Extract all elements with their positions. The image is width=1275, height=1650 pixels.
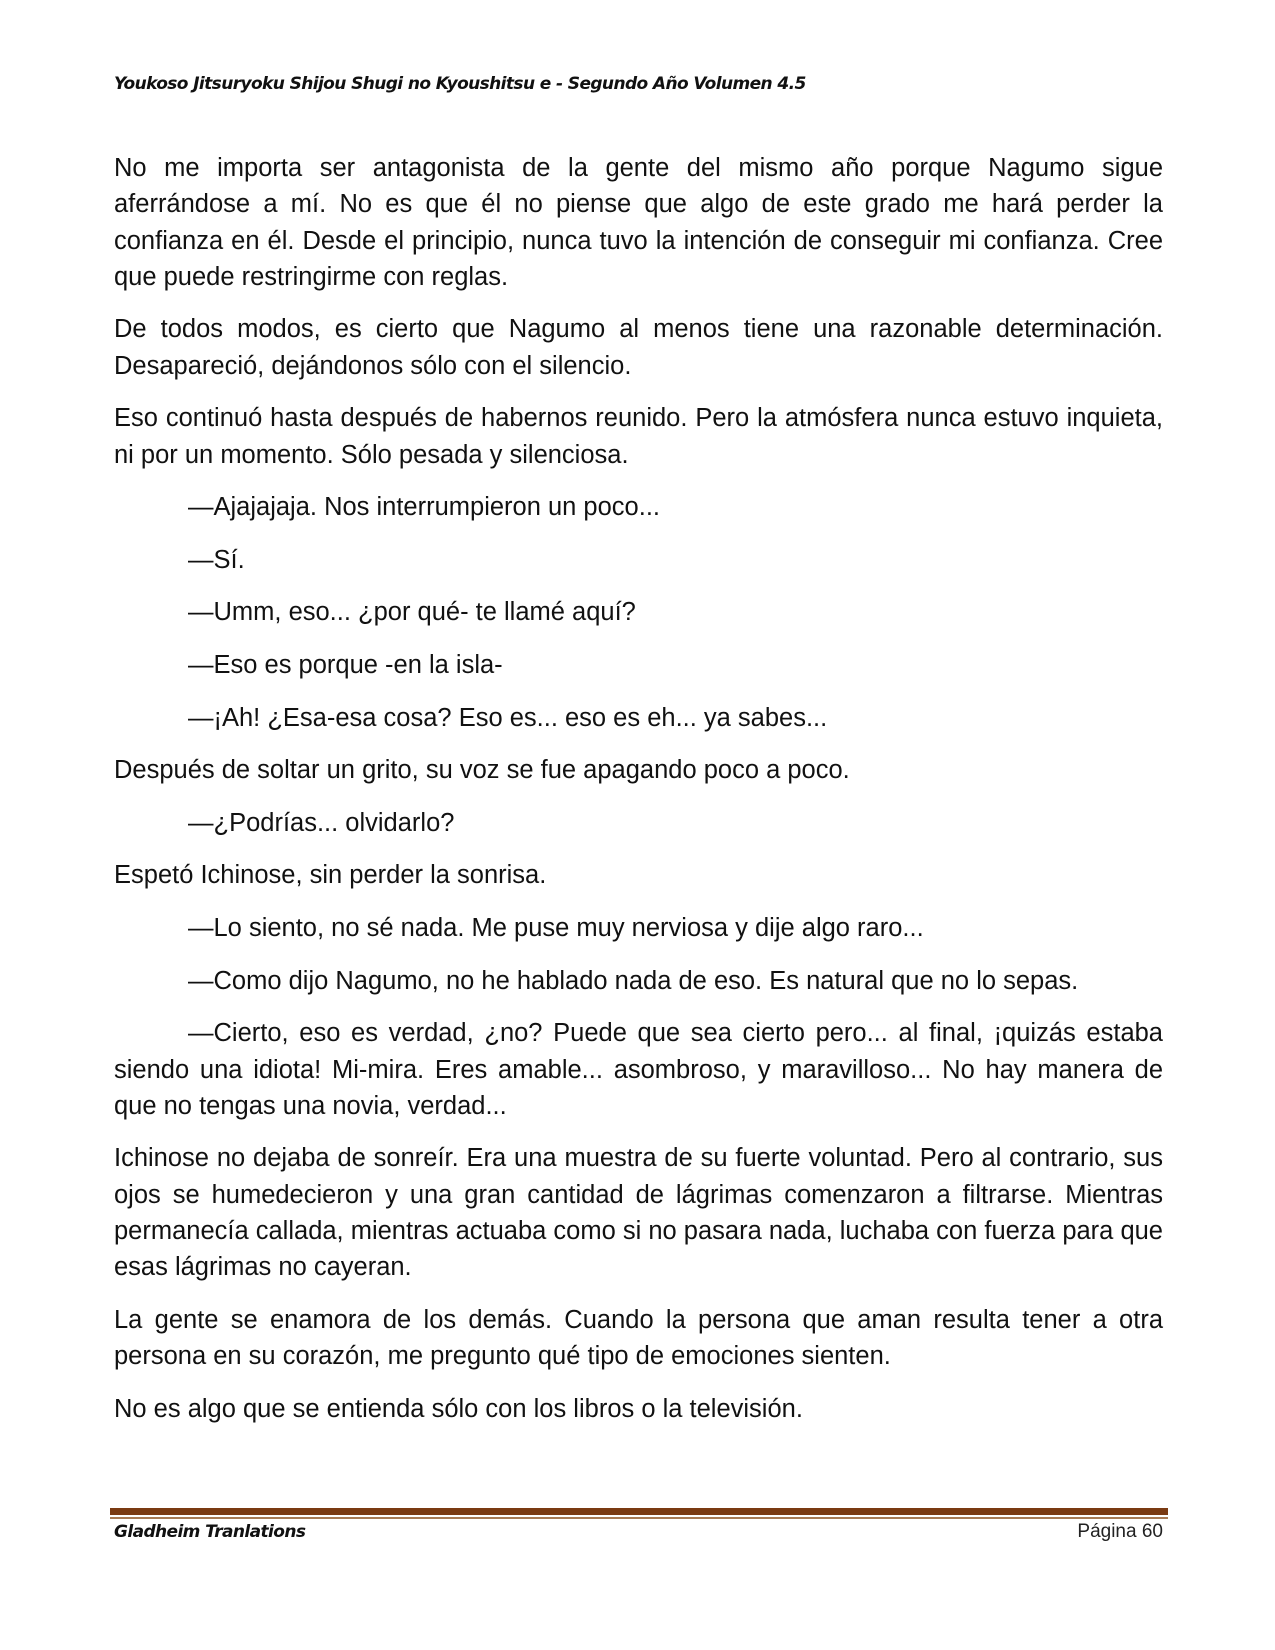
dialogue-paragraph: —Cierto, eso es verdad, ¿no? Puede que sea cierto pero... al final, ¡quizás estaba siendo una idiota! Mi-mira. Eres amable... asombroso, y maravilloso... No hay manera de que no tengas una novia, verdad...: [114, 1019, 1163, 1120]
dialogue-paragraph: —Sí.: [188, 545, 245, 574]
dialogue-paragraph: —Como dijo Nagumo, no he hablado nada de eso. Es natural que no lo sepas.: [188, 966, 1079, 995]
paragraph: De todos modos, es cierto que Nagumo al menos tiene una razonable determinación. Desapareció, dejándonos sólo con el silencio.: [114, 315, 1163, 380]
footer-divider-thick: [110, 1508, 1168, 1515]
running-header: Youkoso Jitsuryoku Shijou Shugi no Kyoushitsu e - Segundo Año Volumen 4.5: [114, 74, 806, 94]
paragraph: Ichinose no dejaba de sonreír. Era una muestra de su fuerte voluntad. Pero al contrario, sus ojos se humedecieron y una gran cantidad de lágrimas comenzaron a filtrarse. Mientras permanecía callada, mientras actuaba como si no pasara nada, luchaba con fuerza para que esas lágrimas no cayeran.: [114, 1144, 1163, 1282]
paragraph: Espetó Ichinose, sin perder la sonrisa.: [114, 861, 547, 890]
paragraph: Después de soltar un grito, su voz se fue apagando poco a poco.: [114, 756, 850, 785]
footer-divider-thin: [110, 1517, 1168, 1519]
dialogue-paragraph: —¿Podrías... olvidarlo?: [188, 808, 455, 837]
dialogue-paragraph: —Umm, eso... ¿por qué- te llamé aquí?: [188, 598, 636, 627]
dialogue-paragraph: —¡Ah! ¿Esa-esa cosa? Eso es... eso es eh... ya sabes...: [188, 703, 828, 732]
dialogue-paragraph: —Lo siento, no sé nada. Me puse muy nerviosa y dije algo raro...: [188, 914, 924, 943]
dialogue-paragraph: —Ajajajaja. Nos interrumpieron un poco...: [188, 493, 660, 522]
paragraph: No me importa ser antagonista de la gente del mismo año porque Nagumo sigue aferrándose a mí. No es que él no piense que algo de este grado me hará perder la confianza en él. Desde el principio, nunca tuvo la intención de conseguir mi confianza. Cree que puede restringirme con reglas.: [114, 154, 1163, 291]
footer-divider: [110, 1508, 1168, 1519]
page-body: [114, 150, 1163, 1443]
page-number: [1077, 1521, 1163, 1543]
footer-translator: Gladheim Tranlations: [114, 1522, 306, 1542]
paragraph: La gente se enamora de los demás. Cuando la persona que aman resulta tener a otra persona en su corazón, me pregunto qué tipo de emociones sienten.: [114, 1305, 1163, 1371]
dialogue-paragraph: —Eso es porque -en la isla-: [188, 651, 503, 680]
page-number-value: 60: [1141, 1521, 1163, 1542]
paragraph: Eso continuó hasta después de habernos reunido. Pero la atmósfera nunca estuvo inquieta, ni por un momento. Sólo pesada y silenciosa.: [114, 404, 1163, 469]
page-label: Página: [1077, 1521, 1137, 1542]
paragraph: No es algo que se entienda sólo con los libros o la televisión.: [114, 1394, 803, 1423]
